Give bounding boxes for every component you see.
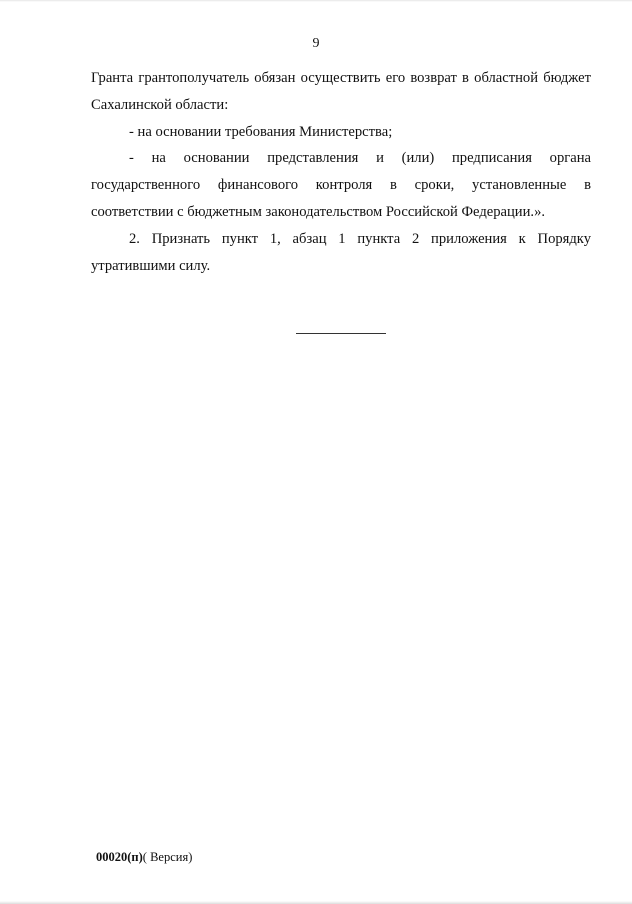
document-footer — [96, 850, 192, 865]
paragraph-return-obligation: Гранта грантополучатель обязан осуществить его возврат в областной бюджет Сахалинской области: — [91, 70, 591, 113]
paragraph-financial-control: - на основании представления и (или) предписания органа государственного финансового контроля в сроки, установленные в соответствии с бюджетным законодательством Российской Федерации.». — [91, 150, 591, 220]
paragraph-repeal-clause: 2. Признать пункт 1, абзац 1 пункта 2 приложения к Порядку утратившими силу. — [91, 230, 591, 274]
document-body — [91, 65, 591, 279]
end-of-text-rule — [296, 333, 386, 334]
footer-version-label: ( Версия) — [142, 850, 193, 864]
scan-edge-top — [0, 0, 632, 2]
paragraph-ministry-request: - на основании требования Министерства; — [129, 123, 393, 140]
page-number: 9 — [312, 36, 320, 51]
footer-document-code: 00020(п) — [96, 850, 143, 864]
